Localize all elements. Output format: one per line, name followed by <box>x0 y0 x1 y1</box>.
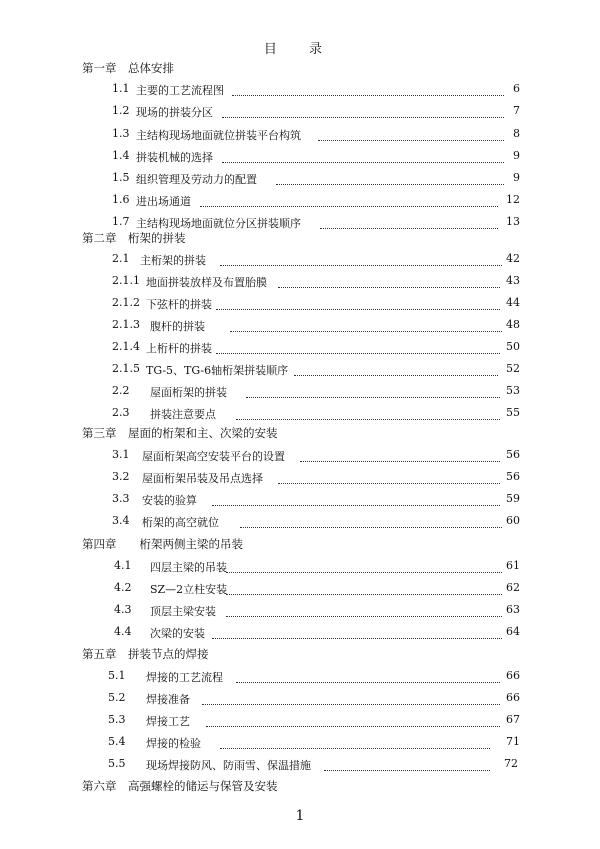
dot-leader <box>202 691 500 705</box>
entry-number: 4.3 <box>114 603 132 616</box>
entry-page: 56 <box>506 448 520 461</box>
entry-number: 2.1.3 <box>112 318 140 331</box>
entry-title: 焊接的检验 <box>146 737 201 750</box>
entry-title: 安装的验算 <box>142 494 197 507</box>
toc-entry[interactable] <box>0 274 600 290</box>
entry-page: 72 <box>504 757 518 770</box>
toc-entry[interactable] <box>0 559 600 575</box>
entry-title: 焊接工艺 <box>146 715 190 728</box>
toc-entry[interactable] <box>0 318 600 334</box>
entry-page: 55 <box>506 406 520 419</box>
dot-leader <box>222 104 504 118</box>
entry-number: 2.1.1 <box>112 274 140 287</box>
entry-title: 上桁杆的拼装 <box>146 342 212 355</box>
entry-page: 56 <box>506 470 520 483</box>
entry-page: 66 <box>506 669 520 682</box>
entry-page: 6 <box>513 82 520 95</box>
entry-title: 焊接准备 <box>146 693 190 706</box>
entry-title: 屋面桁架吊装及吊点选择 <box>142 472 263 485</box>
entry-number: 4.4 <box>114 625 132 638</box>
toc-entry[interactable] <box>0 215 600 231</box>
toc-entry[interactable] <box>0 362 600 378</box>
entry-page: 53 <box>506 384 520 397</box>
toc-entry[interactable] <box>0 104 600 120</box>
dot-leader <box>324 757 490 771</box>
dot-leader <box>276 171 504 185</box>
dot-leader <box>212 492 500 506</box>
entry-title: 拼装机械的选择 <box>136 151 213 164</box>
entry-number: 5.3 <box>108 713 126 726</box>
dot-leader <box>216 340 500 354</box>
entry-page: 44 <box>506 296 520 309</box>
entry-number: 5.1 <box>108 669 126 682</box>
dot-leader <box>278 470 500 484</box>
entry-title: TG-5、TG-6轴桁架拼装顺序 <box>146 364 289 377</box>
chapter-heading: 第四章 桁架两侧主梁的吊装 <box>82 537 243 551</box>
toc-entry[interactable] <box>0 691 600 707</box>
entry-title: 腹杆的拼装 <box>150 320 205 333</box>
dot-leader <box>226 581 502 595</box>
entry-page: 71 <box>506 735 520 748</box>
entry-number: 1.6 <box>112 193 130 206</box>
toc-entry[interactable] <box>0 296 600 312</box>
entry-page: 60 <box>506 514 520 527</box>
dot-leader <box>222 149 504 163</box>
entry-title: 地面拼装放样及布置胎膜 <box>146 276 267 289</box>
entry-title: 桁架的高空就位 <box>142 516 219 529</box>
dot-leader <box>236 669 500 683</box>
toc-entry[interactable] <box>0 492 600 508</box>
dot-leader <box>206 713 500 727</box>
toc-entry[interactable] <box>0 384 600 400</box>
entry-number: 1.2 <box>112 104 130 117</box>
dot-leader <box>226 559 502 573</box>
toc-entry[interactable] <box>0 171 600 187</box>
entry-page: 42 <box>506 252 520 265</box>
toc-entry[interactable] <box>0 470 600 486</box>
entry-page: 59 <box>506 492 520 505</box>
entry-page: 52 <box>506 362 520 375</box>
chapter-heading: 第六章 高强螺栓的储运与保管及安装 <box>82 779 278 793</box>
entry-title: 进出场通道 <box>136 195 191 208</box>
entry-page: 61 <box>506 559 520 572</box>
entry-page: 66 <box>506 691 520 704</box>
entry-number: 5.4 <box>108 735 126 748</box>
chapter-heading: 第三章 屋面的桁架和主、次梁的安装 <box>82 426 278 440</box>
entry-title: 焊接的工艺流程 <box>146 671 223 684</box>
entry-number: 2.1.5 <box>112 362 140 375</box>
entry-title: 次梁的安装 <box>150 627 205 640</box>
entry-page: 7 <box>513 104 520 117</box>
entry-number: 1.4 <box>112 149 130 162</box>
toc-entry[interactable] <box>0 127 600 143</box>
entry-page: 8 <box>513 127 520 140</box>
entry-number: 2.1.4 <box>112 340 140 353</box>
entry-page: 12 <box>506 193 520 206</box>
toc-entry[interactable] <box>0 406 600 422</box>
page-number: 1 <box>295 808 305 824</box>
entry-title: 顶层主梁安装 <box>150 605 216 618</box>
entry-page: 62 <box>506 581 520 594</box>
entry-page: 63 <box>506 603 520 616</box>
entry-number: 4.1 <box>114 559 132 572</box>
dot-leader <box>320 215 498 229</box>
entry-page: 67 <box>506 713 520 726</box>
entry-number: 1.3 <box>112 127 130 140</box>
dot-leader <box>220 252 502 266</box>
entry-page: 64 <box>506 625 520 638</box>
entry-title: 下弦杆的拼装 <box>146 298 212 311</box>
entry-number: 1.7 <box>112 215 130 228</box>
toc-entry[interactable] <box>0 149 600 165</box>
entry-title: 主要的工艺流程图 <box>136 84 224 97</box>
toc-entry[interactable] <box>0 514 600 530</box>
toc-entry[interactable] <box>0 193 600 209</box>
entry-number: 4.2 <box>114 581 132 594</box>
dot-leader <box>212 625 502 639</box>
entry-title: 拼装注意要点 <box>150 408 216 421</box>
entry-page: 13 <box>506 215 520 228</box>
entry-number: 2.1.2 <box>112 296 140 309</box>
entry-title: 组织管理及劳动力的配置 <box>136 173 257 186</box>
dot-leader <box>240 514 502 528</box>
entry-number: 3.2 <box>112 470 130 483</box>
entry-title: 屋面桁架的拼装 <box>150 386 227 399</box>
entry-page: 9 <box>513 171 520 184</box>
entry-number: 5.5 <box>108 757 126 770</box>
entry-title: 四层主梁的吊装 <box>150 561 227 574</box>
chapter-heading: 第一章 总体安排 <box>82 61 174 75</box>
entry-title: 主结构现场地面就位拼装平台构筑 <box>136 129 301 142</box>
toc-entry[interactable] <box>0 713 600 729</box>
entry-title: 现场的拼装分区 <box>136 106 213 119</box>
toc-entry[interactable] <box>0 735 600 751</box>
toc-entry[interactable] <box>0 448 600 464</box>
dot-leader <box>216 296 500 310</box>
toc-entry[interactable] <box>0 757 600 773</box>
dot-leader <box>232 82 504 96</box>
entry-number: 2.3 <box>112 406 130 419</box>
dot-leader <box>230 318 502 332</box>
dot-leader <box>278 274 500 288</box>
entry-number: 3.3 <box>112 492 130 505</box>
entry-number: 2.1 <box>112 252 130 265</box>
toc-entry[interactable] <box>0 669 600 685</box>
toc-entry[interactable] <box>0 252 600 268</box>
entry-number: 1.5 <box>112 171 130 184</box>
entry-title: 现场焊接防风、防雨雪、保温措施 <box>146 759 311 772</box>
entry-title: 主桁架的拼装 <box>140 254 206 267</box>
toc-entry[interactable] <box>0 82 600 98</box>
entry-page: 48 <box>506 318 520 331</box>
chapter-heading: 第二章 桁架的拼装 <box>82 231 186 245</box>
entry-number: 5.2 <box>108 691 126 704</box>
toc-entry[interactable] <box>0 581 600 597</box>
page-title: 目 录 <box>263 42 337 57</box>
dot-leader <box>226 603 502 617</box>
entry-title: 主结构现场地面就位分区拼装顺序 <box>136 217 301 230</box>
dot-leader <box>294 362 498 376</box>
entry-title: 屋面桁架高空安装平台的设置 <box>142 450 285 463</box>
dot-leader <box>300 448 500 462</box>
dot-leader <box>318 127 504 141</box>
entry-number: 2.2 <box>112 384 130 397</box>
entry-number: 3.4 <box>112 514 130 527</box>
toc-entry[interactable] <box>0 340 600 356</box>
entry-title: SZ—2立柱安装 <box>150 583 228 596</box>
entry-page: 50 <box>506 340 520 353</box>
dot-leader <box>246 384 500 398</box>
dot-leader <box>200 193 498 207</box>
entry-page: 9 <box>513 149 520 162</box>
toc-entry[interactable] <box>0 603 600 619</box>
dot-leader <box>236 406 500 420</box>
entry-number: 1.1 <box>112 82 130 95</box>
dot-leader <box>220 735 490 749</box>
entry-number: 3.1 <box>112 448 130 461</box>
entry-page: 43 <box>506 274 520 287</box>
chapter-heading: 第五章 拼装节点的焊接 <box>82 647 209 661</box>
toc-entry[interactable] <box>0 625 600 641</box>
